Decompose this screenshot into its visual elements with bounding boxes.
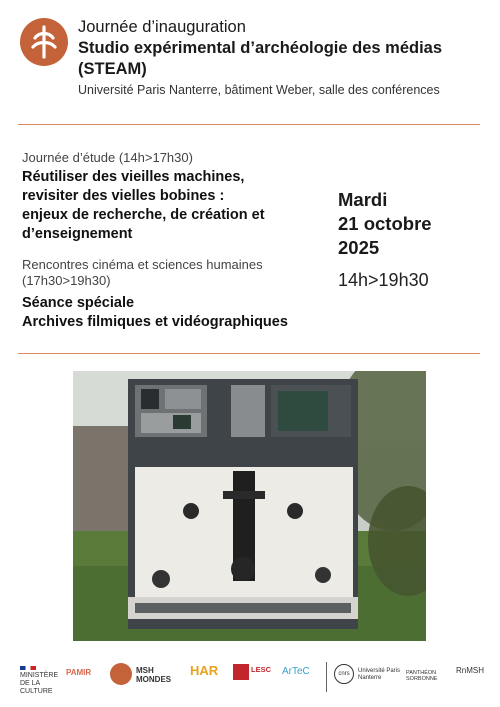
- event-day: Mardi: [338, 189, 388, 210]
- steam-logo: [20, 18, 68, 66]
- session1-title-line1: Réutiliser des vieilles machines,: [22, 169, 245, 185]
- msh-logo-icon: [110, 663, 132, 685]
- steam-logo-icon: [20, 18, 68, 66]
- ministere-label: MINISTÈRE DE LA CULTURE: [20, 672, 59, 695]
- machine-illustration: [73, 371, 426, 641]
- nanterre-logo: Université Paris Nanterre: [358, 668, 401, 681]
- session1-title-line4: d’enseignement: [22, 226, 133, 242]
- rnmsh-logo: RnMSH: [456, 666, 485, 675]
- session2-title-line2: Archives filmiques et vidéographiques: [22, 314, 288, 330]
- session1-label: Journée d’étude (14h>17h30): [22, 150, 193, 165]
- event-hours: 14h>19h30: [338, 270, 429, 290]
- old-machine-photo: [73, 371, 426, 641]
- cnrs-logo: cnrs: [334, 664, 354, 684]
- session1-title-line3: enjeux de recherche, de création et: [22, 207, 265, 223]
- session2-title: [22, 294, 322, 332]
- pamir-logo: PAMIR: [66, 668, 92, 677]
- ministere-logo: [20, 666, 60, 696]
- lesc-label: LESC: [251, 665, 272, 674]
- event-day-month: 21 octobre: [338, 213, 432, 234]
- top-divider: [18, 124, 480, 125]
- header-venue: Université Paris Nanterre, bâtiment Weber, salle des conférences: [78, 83, 440, 97]
- session2-label-line2: (17h30>19h30): [22, 273, 111, 288]
- header-title-line2: Studio expérimental d’archéologie des médias: [78, 39, 443, 57]
- har-logo: HAR: [190, 663, 219, 678]
- event-date: [338, 188, 432, 260]
- event-header: [78, 17, 442, 80]
- footer-divider: [326, 662, 327, 692]
- session2-title-line1: Séance spéciale: [22, 295, 135, 311]
- session1-title: [22, 168, 322, 244]
- header-title-line1: Journée d’inauguration: [78, 18, 246, 36]
- session2-label-line1: Rencontres cinéma et sciences humaines: [22, 257, 263, 272]
- header-title-line3: (STEAM): [78, 60, 147, 78]
- session2-label: [22, 257, 322, 289]
- event-year: 2025: [338, 237, 380, 258]
- middle-divider: [18, 353, 480, 354]
- artec-logo: ArTeC: [282, 666, 310, 677]
- session1-title-line2: revisiter des vielles bobines :: [22, 188, 225, 204]
- tricolor-icon: [20, 666, 36, 670]
- msh-mondes-label: MSH MONDES: [136, 666, 172, 684]
- lesc-icon: [233, 664, 249, 680]
- partner-logos: [18, 660, 485, 695]
- pantheon-logo: PANTHÉON SORBONNE: [406, 670, 438, 682]
